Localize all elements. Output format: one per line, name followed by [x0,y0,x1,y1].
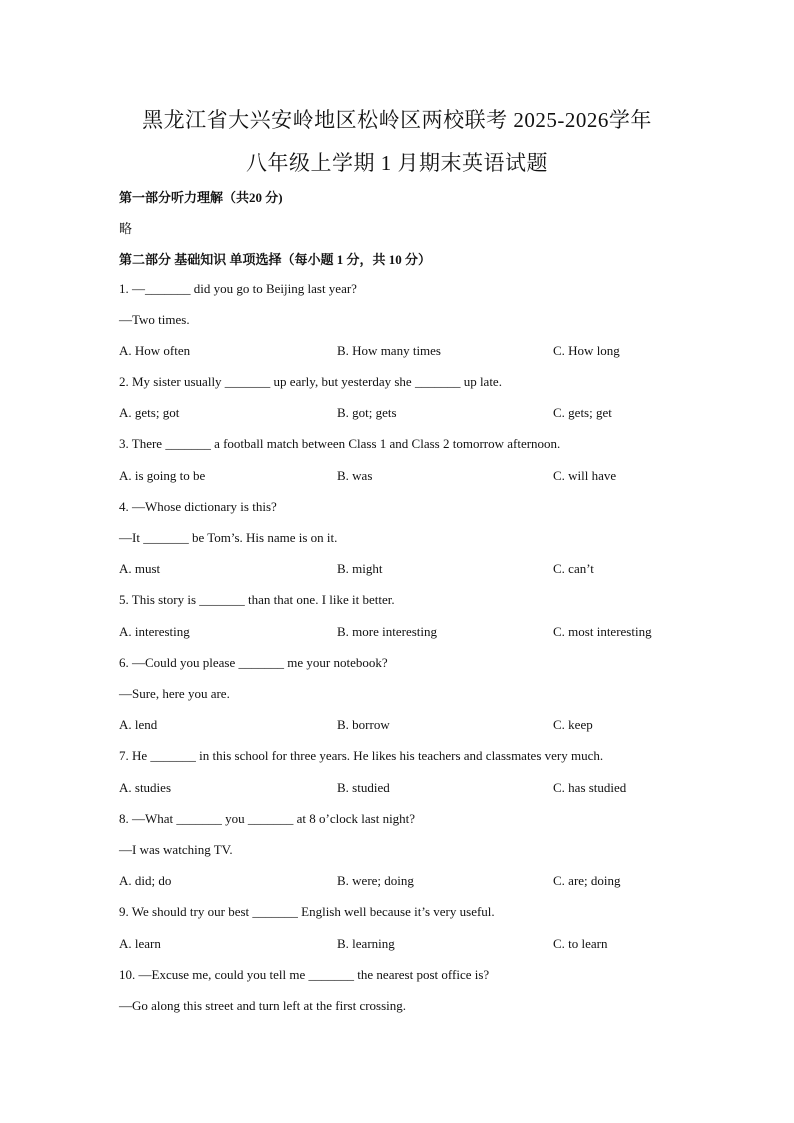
question-6-stem: 6. —Could you please _______ me your notebook? [119,655,388,670]
question-1-option-c: C. How long [553,343,620,358]
question-2-option-b: B. got; gets [337,405,397,420]
question-8-option-c: C. are; doing [553,873,621,888]
question-6-option-b: B. borrow [337,717,390,732]
question-10-reply: —Go along this street and turn left at the first crossing. [119,998,407,1013]
question-3-option-a: A. is going to be [119,468,206,483]
part2-heading: 第二部分 基础知识 单项选择（每小题 1 分，共 10 分） [119,252,432,267]
question-9-option-c: C. to learn [553,936,608,951]
question-4-option-a: A. must [119,561,161,576]
question-5-options [119,624,719,642]
exam-title-line-1: 黑龙江省大兴安岭地区松岭区两校联考 2025-2026学年 [142,108,652,132]
question-7-stem: 7. He _______ in this school for three years. He likes his teachers and classmates very much. [119,748,604,763]
question-10-stem: 10. —Excuse me, could you tell me _______ the nearest post office is? [119,967,490,982]
question-2-option-a: A. gets; got [119,405,180,420]
question-6-options [119,717,719,735]
question-8-option-a: A. did; do [119,873,172,888]
question-3-option-b: B. was [337,468,373,483]
question-7-option-c: C. has studied [553,780,627,795]
question-9-option-a: A. learn [119,936,161,951]
question-7-options [119,780,719,798]
question-4-options [119,561,719,579]
question-1-option-b: B. How many times [337,343,441,358]
question-9-option-b: B. learning [337,936,395,951]
question-3-options [119,468,719,486]
question-1-stem: 1. —_______ did you go to Beijing last year? [119,281,357,296]
question-6-reply: —Sure, here you are. [119,686,230,701]
question-9-stem: 9. We should try our best _______ English well because it’s very useful. [119,904,495,919]
question-2-options [119,405,719,423]
question-7-option-a: A. studies [119,780,171,795]
question-2-option-c: C. gets; get [553,405,612,420]
exam-title-line-2: 八年级上学期 1 月期末英语试题 [246,151,548,175]
question-6-option-a: A. lend [119,717,158,732]
question-4-option-c: C. can’t [553,561,594,576]
question-3-stem: 3. There _______ a football match between Class 1 and Class 2 tomorrow afternoon. [119,436,561,451]
question-8-reply: —I was watching TV. [119,842,233,857]
question-6-option-c: C. keep [553,717,593,732]
part1-heading: 第一部分听力理解（共20 分) [119,190,283,205]
question-2-stem: 2. My sister usually _______ up early, but yesterday she _______ up late. [119,374,502,389]
question-1-option-a: A. How often [119,343,191,358]
part1-note: 略 [119,221,133,236]
question-8-options [119,873,719,891]
question-5-stem: 5. This story is _______ than that one. I like it better. [119,592,395,607]
question-8-stem: 8. —What _______ you _______ at 8 o’clock last night? [119,811,416,826]
question-8-option-b: B. were; doing [337,873,414,888]
question-4-option-b: B. might [337,561,383,576]
question-9-options [119,936,719,954]
question-1-reply: —Two times. [119,312,190,327]
question-3-option-c: C. will have [553,468,617,483]
question-5-option-a: A. interesting [119,624,190,639]
question-7-option-b: B. studied [337,780,390,795]
question-1-options [119,343,719,361]
question-4-reply: —It _______ be Tom’s. His name is on it. [119,530,338,545]
question-5-option-c: C. most interesting [553,624,652,639]
question-4-stem: 4. —Whose dictionary is this? [119,499,277,514]
question-5-option-b: B. more interesting [337,624,438,639]
